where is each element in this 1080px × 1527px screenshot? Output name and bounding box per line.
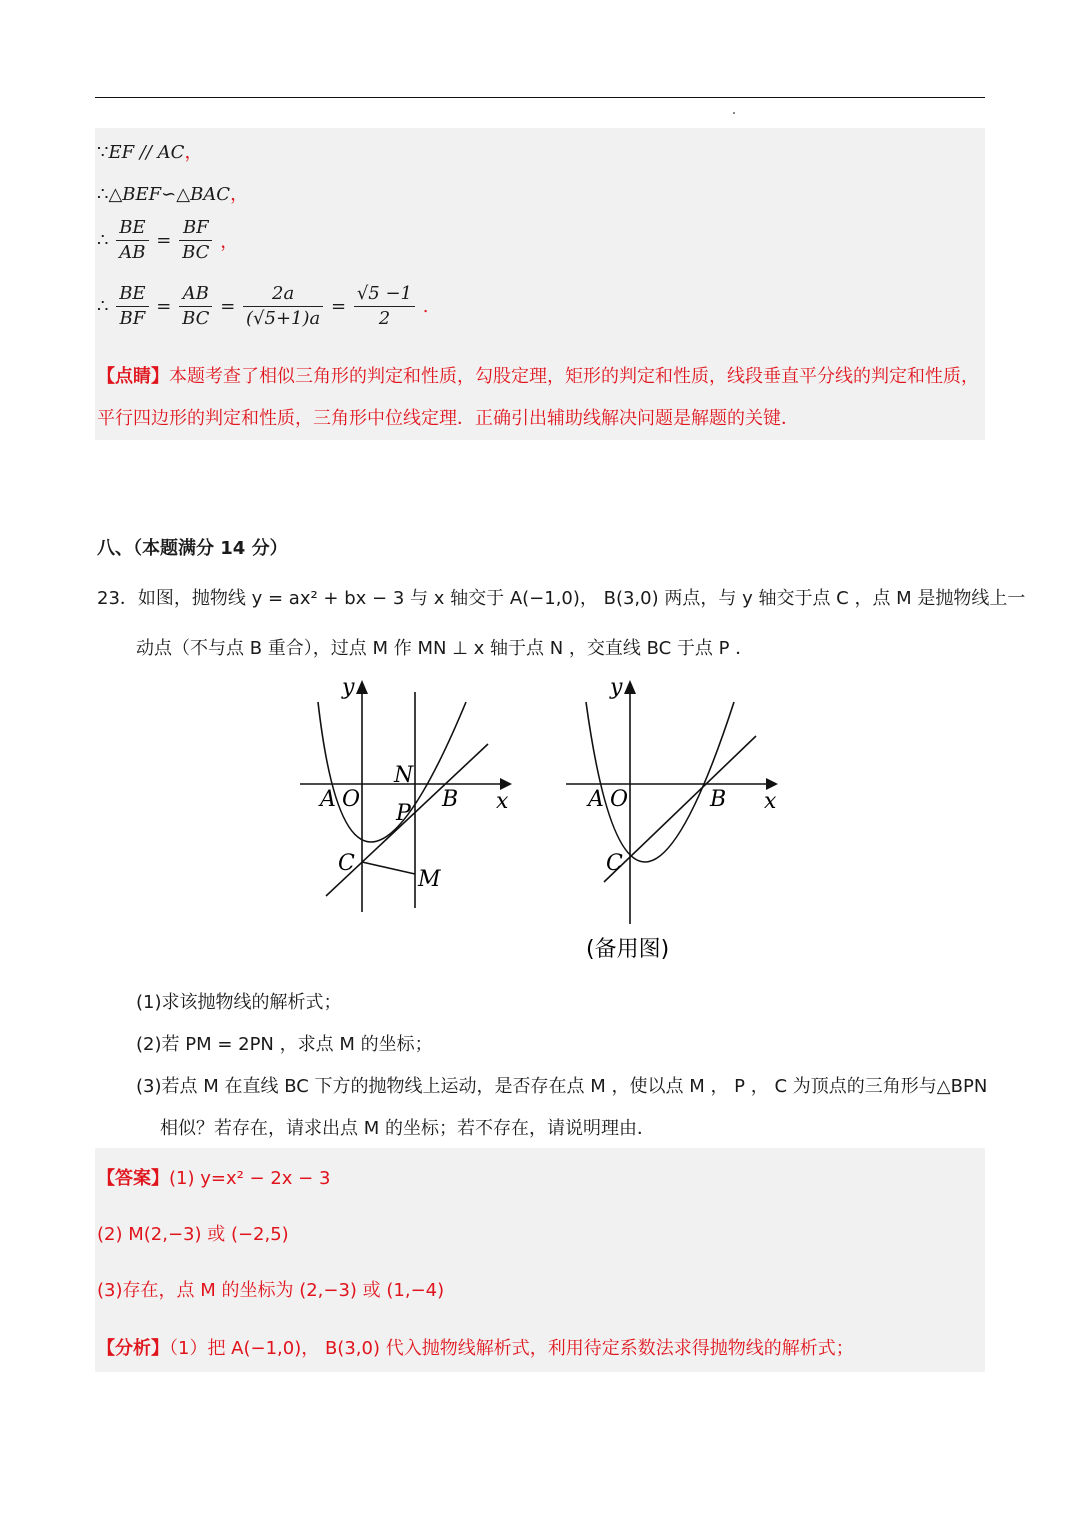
label-M: M — [418, 867, 441, 892]
label-A: A — [588, 787, 604, 812]
label-P: P — [396, 801, 411, 826]
subquestion-3-line-2: 相似？若存在，请求出点 M 的坐标；若不存在，请说明理由． — [160, 1118, 655, 1139]
dianjing-comment: 【点睛】本题考查了相似三角形的判定和性质，勾股定理，矩形的判定和性质，线段垂直平分线的判定和性质，平行四边形的判定和性质，三角形中位线定理．正确引出辅助线解决问题是解题的关键． — [97, 366, 979, 429]
fraction: $\frac{AB}{BC}$ — [179, 282, 212, 331]
step-line-2: ∴△BEF∽△BAC， — [97, 184, 249, 205]
label-B: B — [710, 787, 727, 812]
answer-line-3: (3)存在，点 M 的坐标为 (2,−3) 或 (1,−4) — [97, 1280, 445, 1301]
step-line-3: ∴ $\frac{BE}{AB}$ = $\frac{BF}{BC}$ ， — [97, 217, 239, 263]
label-C: C — [338, 851, 355, 876]
step-line-1: ∵EF // AC， — [97, 142, 203, 163]
label-O: O — [342, 787, 361, 812]
problem-line-1: 23．如图，抛物线 y = ax² + bx − 3 与 x 轴交于 A(−1,0)， B(3,0) 两点，与 y 轴交于点 C ，点 M 是抛物线上一 — [97, 588, 1026, 609]
section-heading: 八、（本题满分 14 分） — [97, 538, 288, 559]
label-y: y — [342, 675, 355, 700]
problem-line-2: 动点（不与点 B 重合），过点 M 作 MN ⊥ x 轴于点 N ，交直线 BC 于点 P ． — [136, 638, 754, 659]
figure-caption: (备用图) — [586, 937, 670, 962]
label-x: x — [496, 789, 509, 814]
subquestion-1: (1)求该抛物线的解析式； — [136, 992, 342, 1013]
fraction: $\frac{2a}{(√5+1)a}$ — [243, 282, 323, 331]
fraction: $\frac{BE}{BF}$ — [116, 282, 148, 331]
answer-line-1: 【答案】(1) y=x² − 2x − 3 — [97, 1168, 331, 1189]
fraction: $\frac{√5 -1}{2}$ — [354, 282, 415, 331]
subquestion-3-line-1: (3)若点 M 在直线 BC 下方的抛物线上运动，是否存在点 M ，使以点 M ， P ， C 为顶点的三角形与△BPN — [136, 1076, 988, 1097]
label-B: B — [442, 787, 459, 812]
figure-spare — [560, 672, 790, 972]
answer-line-2: (2) M(2,−3) 或 (−2,5) — [97, 1224, 289, 1245]
label-C: C — [606, 851, 623, 876]
analysis-line: 【分析】（1）把 A(−1,0)， B(3,0) 代入抛物线解析式，利用待定系数法求得抛物线的解析式； — [97, 1338, 854, 1359]
header-rule — [95, 97, 985, 98]
label-O: O — [610, 787, 629, 812]
label-N: N — [394, 763, 414, 788]
fraction: $\frac{BF}{BC}$ — [179, 216, 212, 265]
label-x: x — [764, 789, 777, 814]
subquestion-2: (2)若 PM = 2PN ，求点 M 的坐标； — [136, 1034, 433, 1055]
figure-main — [290, 672, 520, 922]
label-y: y — [610, 675, 623, 700]
header-dot — [733, 112, 735, 114]
label-A: A — [320, 787, 336, 812]
step-line-4: ∴ $\frac{BE}{BF}$ = $\frac{AB}{BC}$ = $\frac{2a}{(√5+1)a}$ = $\frac{√5 -1}{2}$ . — [97, 283, 429, 329]
fraction: $\frac{BE}{AB}$ — [116, 216, 148, 265]
